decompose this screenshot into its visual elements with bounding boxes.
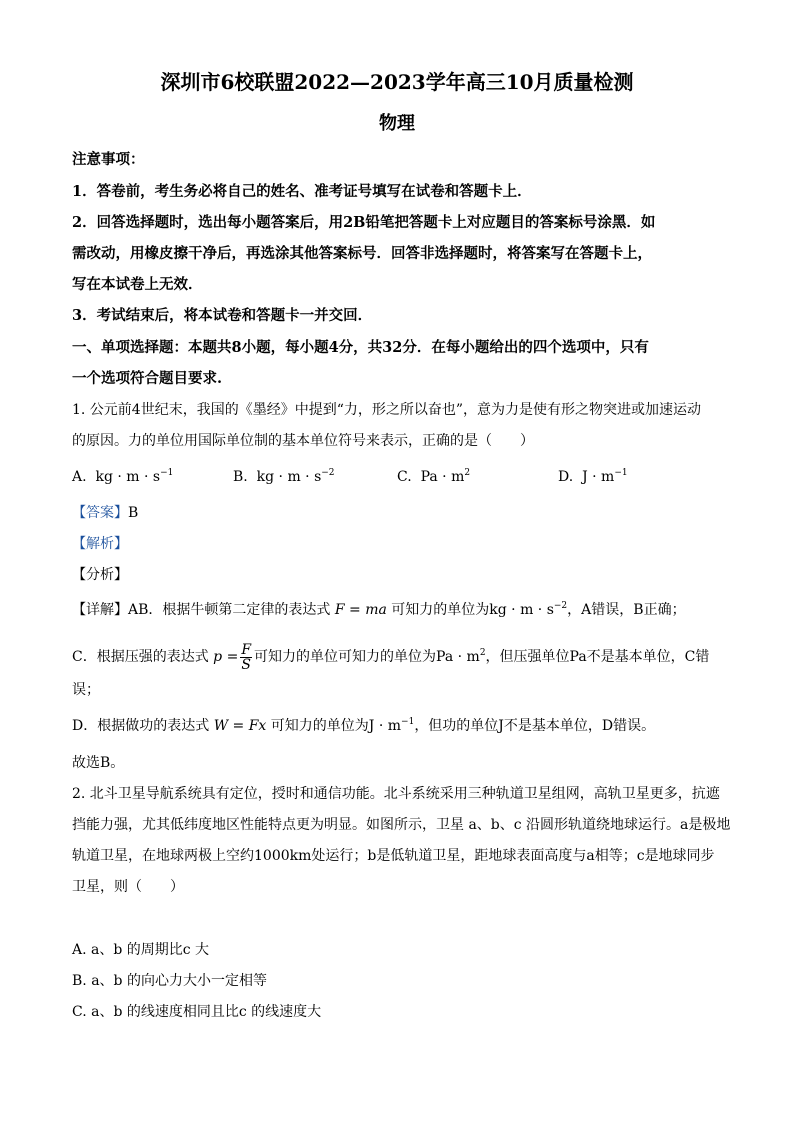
q1-detail-line-2 xyxy=(72,640,726,674)
section-1-heading-line-1: 一、单项选择题：本题共8小题，每小题4分，共32分．在每小题给出的四个选项中，只有 xyxy=(72,339,649,356)
q1-detail-2a: C．根据压强的表达式 xyxy=(72,649,209,665)
notice-heading: 注意事项： xyxy=(72,151,145,168)
q1-option-a-unit: kg · m · s xyxy=(95,469,161,485)
detail-tag: 【详解】 xyxy=(72,602,128,618)
q1-option-a xyxy=(72,467,173,487)
q1-detail-3a: D．根据做功的表达式 xyxy=(72,718,210,734)
q1-detail-3c: ，但功的单位J不是基本单位，D错误。 xyxy=(414,718,656,734)
q1-detail-2-unit: Pa · m xyxy=(436,649,480,665)
q1-option-b-unit: kg · m · s xyxy=(256,469,322,485)
notice-item-2-line-2: 需改动，用橡皮擦干净后，再选涂其他答案标号．回答非选择题时，将答案写在答题卡上， xyxy=(72,245,652,262)
q1-detail-1-unit: kg · m · s xyxy=(489,602,554,618)
q1-detail-2-p: p = xyxy=(213,649,239,665)
q1-detail-3-unit-exp: −1 xyxy=(401,717,415,727)
fraction-numerator: F xyxy=(241,641,252,658)
q2-stem-line-4: 卫星，则（ ） xyxy=(72,879,184,895)
q2-stem-line-2: 挡能力强，尤其低纬度地区性能特点更为明显。如图所示，卫星 a、b、c 沿圆形轨道绕地球运行。a是极地 xyxy=(72,817,731,833)
q1-detail-1b: 可知力的单位为 xyxy=(391,602,490,618)
q1-option-d-unit: J · m xyxy=(582,469,615,485)
notice-item-2-line-3: 写在本试卷上无效． xyxy=(72,276,203,293)
answer-value: B xyxy=(128,505,139,521)
q1-option-c xyxy=(397,467,470,487)
q1-detail-1a: AB．根据牛顿第二定律的表达式 xyxy=(128,602,331,618)
notice-item-1: 1．答卷前，考生务必将自己的姓名、准考证号填写在试卷和答题卡上． xyxy=(72,183,532,200)
q1-analysis-tag xyxy=(72,534,726,554)
q1-detail-line-3 xyxy=(72,716,726,736)
q1-option-d-exp: −1 xyxy=(614,468,628,478)
q1-detail-2c: ，但压强单位Pa不是基本单位，C错 xyxy=(485,649,710,665)
exam-title: 深圳市6校联盟2022—2023学年高三10月质量检测 xyxy=(160,70,634,94)
answer-tag: 【答案】 xyxy=(72,505,128,521)
q1-option-a-label: A. xyxy=(72,469,87,485)
fraction-denominator: S xyxy=(241,656,251,673)
notice-item-2-line-1: 2．回答选择题时，选出每小题答案后，用2B铅笔把答题卡上对应题目的答案标号涂黑．如 xyxy=(72,214,656,231)
q2-option-c: C. a、b 的线速度相同且比c 的线速度大 xyxy=(72,1004,322,1020)
subject-title: 物理 xyxy=(379,113,415,134)
q1-fenxi-tag: 【分析】 xyxy=(72,567,128,583)
q1-detail-3b: 可知力的单位为 xyxy=(270,718,369,734)
pressure-fraction xyxy=(240,643,252,672)
q1-option-c-unit: Pa · m xyxy=(420,469,465,485)
q2-option-b: B. a、b 的向心力大小一定相等 xyxy=(72,973,267,989)
q2-stem-line-1: 2. 北斗卫星导航系统具有定位，授时和通信功能。北斗系统采用三种轨道卫星组网，高轨卫星更多，抗遮 xyxy=(72,786,720,802)
q1-option-b-exp: −2 xyxy=(321,468,335,478)
q1-answer xyxy=(72,503,726,523)
q1-detail-1c: ，A错误，B正确； xyxy=(567,602,686,618)
q1-detail-3-unit: J · m xyxy=(368,718,402,734)
q1-option-b xyxy=(233,467,335,487)
notice-item-3: 3．考试结束后，将本试卷和答题卡一并交回． xyxy=(72,307,373,324)
q1-detail-1-formula: F = ma xyxy=(334,602,387,618)
section-1-heading-line-2: 一个选项符合题目要求. xyxy=(72,370,223,387)
analysis-tag: 【解析】 xyxy=(72,536,128,552)
q1-stem-line-2: 的原因。力的单位用国际单位制的基本单位符号来表示，正确的是（ ） xyxy=(72,433,534,449)
q1-detail-2-unit-exp: 2 xyxy=(479,648,486,658)
q1-option-d-label: D. xyxy=(558,469,574,485)
q2-stem-line-3: 轨道卫星，在地球两极上空约1000km处运行；b是低轨道卫星，距地球表面高度与a相等；c是地球同步 xyxy=(72,848,715,864)
q1-detail-3-formula: W = Fx xyxy=(213,718,267,734)
q1-option-c-label: C. xyxy=(397,469,412,485)
q1-detail-1-unit-exp: −2 xyxy=(553,601,568,611)
q1-option-d xyxy=(558,467,628,487)
q1-detail-line-1 xyxy=(72,600,726,620)
q1-stem-line-1: 1. 公元前4世纪末，我国的《墨经》中提到“力，形之所以奋也”，意为力是使有形之物突进或加速运动 xyxy=(72,402,702,418)
q1-detail-2b: 可知力的单位可知力的单位为 xyxy=(254,649,437,665)
q1-detail-line-2b: 误； xyxy=(72,682,100,698)
q1-conclusion: 故选B。 xyxy=(72,755,125,771)
q1-option-c-exp: 2 xyxy=(464,468,471,478)
q1-option-b-label: B. xyxy=(233,469,248,485)
q1-option-a-exp: −1 xyxy=(160,468,174,478)
q2-option-a: A. a、b 的周期比c 大 xyxy=(72,942,210,958)
